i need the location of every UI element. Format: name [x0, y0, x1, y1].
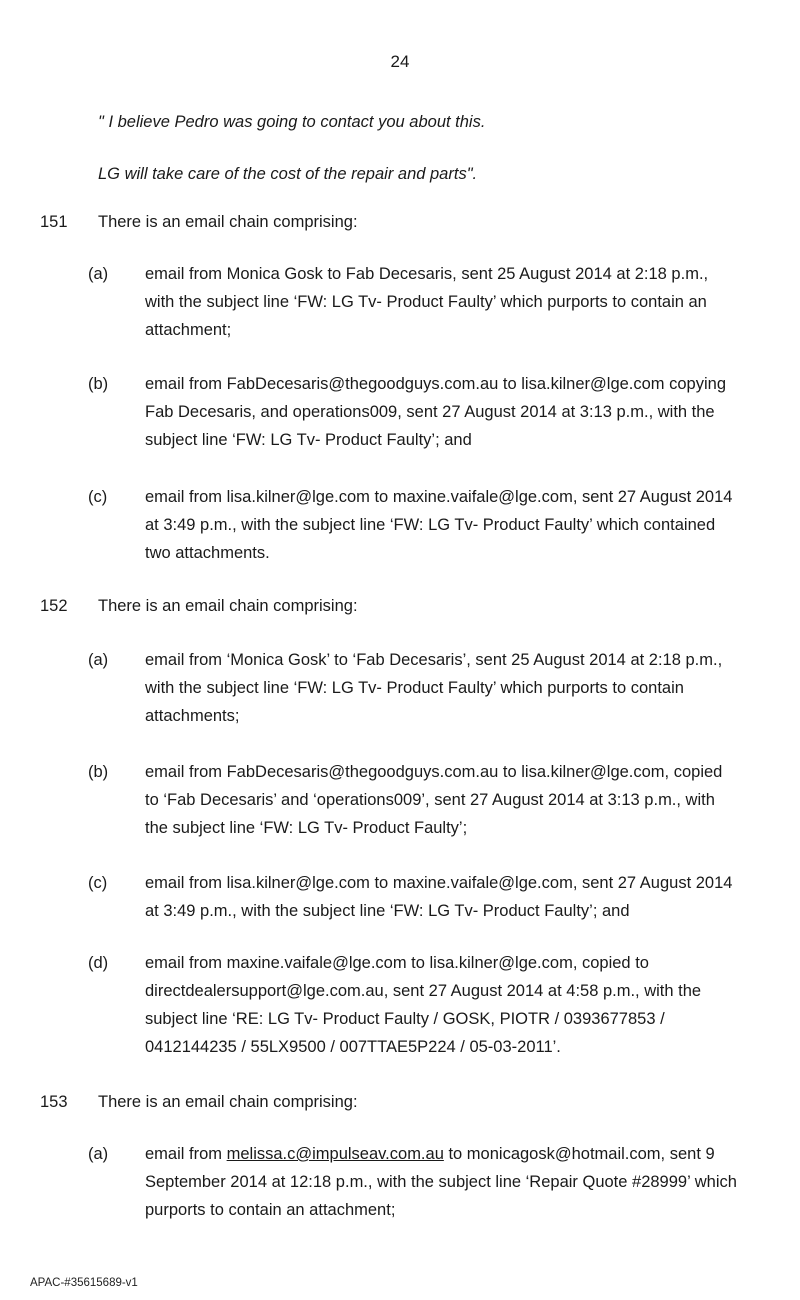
item-line: email from FabDecesaris@thegoodguys.com.au to lisa.kilner@lge.com copying [145, 375, 727, 393]
item-line-prefix: email from [145, 1145, 227, 1163]
item-line: attachment; [145, 321, 232, 339]
item-label: (b) [88, 763, 109, 781]
item-line: with the subject line ‘FW: LG Tv- Product Faulty’ which purports to contain [145, 679, 684, 697]
document-reference-footer: APAC-#35615689-v1 [30, 1277, 138, 1289]
item-line: with the subject line ‘FW: LG Tv- Product Faulty’ which purports to contain an [145, 293, 707, 311]
item-line: 0412144235 / 55LX9500 / 007TTAE5P224 / 05-03-2011’. [145, 1038, 561, 1056]
paragraph-number: 153 [40, 1093, 68, 1111]
item-text [145, 483, 785, 567]
email-link[interactable]: melissa.c@impulseav.com.au [226, 1145, 444, 1163]
item-line: email from ‘Monica Gosk’ to ‘Fab Decesaris’, sent 25 August 2014 at 2:18 p.m., [145, 651, 723, 669]
item-line: email from Monica Gosk to Fab Decesaris, sent 25 August 2014 at 2:18 p.m., [145, 265, 709, 283]
paragraph-number: 152 [40, 597, 68, 615]
item-text [145, 646, 785, 730]
paragraph-text: There is an email chain comprising: [98, 1093, 358, 1111]
item-line [145, 1140, 785, 1168]
item-line: email from maxine.vaifale@lge.com to lisa.kilner@lge.com, copied to [145, 954, 649, 972]
item-text [145, 1140, 785, 1224]
item-label: (c) [88, 874, 108, 892]
item-text [145, 758, 785, 842]
item-line: Fab Decesaris, and operations009, sent 27 August 2014 at 3:13 p.m., with the [145, 403, 715, 421]
item-label: (c) [88, 488, 108, 506]
item-line: to ‘Fab Decesaris’ and ‘operations009’, sent 27 August 2014 at 3:13 p.m., with [145, 791, 715, 809]
item-text [145, 370, 785, 454]
item-text [145, 260, 785, 344]
item-line: subject line ‘FW: LG Tv- Product Faulty’; and [145, 431, 472, 449]
quote-line-2: LG will take care of the cost of the repair and parts". [98, 165, 478, 183]
paragraph-number: 151 [40, 213, 68, 231]
item-line-suffix: to monicagosk@hotmail.com, sent 9 [443, 1145, 715, 1163]
item-label: (a) [88, 651, 109, 669]
item-line: email from FabDecesaris@thegoodguys.com.au to lisa.kilner@lge.com, copied [145, 763, 723, 781]
item-line: email from lisa.kilner@lge.com to maxine.vaifale@lge.com, sent 27 August 2014 [145, 874, 733, 892]
item-label: (a) [88, 265, 109, 283]
item-line: purports to contain an attachment; [145, 1201, 396, 1219]
item-line: directdealersupport@lge.com.au, sent 27 August 2014 at 4:58 p.m., with the [145, 982, 702, 1000]
item-line: at 3:49 p.m., with the subject line ‘FW: LG Tv- Product Faulty’ which contained [145, 516, 716, 534]
item-label: (b) [88, 375, 109, 393]
item-label: (d) [88, 954, 109, 972]
paragraph-text: There is an email chain comprising: [98, 213, 358, 231]
item-line: two attachments. [145, 544, 270, 562]
item-line: email from lisa.kilner@lge.com to maxine.vaifale@lge.com, sent 27 August 2014 [145, 488, 733, 506]
item-label: (a) [88, 1145, 109, 1163]
item-line: the subject line ‘FW: LG Tv- Product Faulty’; [145, 819, 468, 837]
item-line: September 2014 at 12:18 p.m., with the subject line ‘Repair Quote #28999’ which [145, 1173, 737, 1191]
item-line: at 3:49 p.m., with the subject line ‘FW: LG Tv- Product Faulty’; and [145, 902, 630, 920]
quote-line-1: " I believe Pedro was going to contact you about this. [98, 113, 486, 131]
item-text [145, 869, 785, 925]
paragraph-text: There is an email chain comprising: [98, 597, 358, 615]
item-text [145, 949, 785, 1061]
item-line: attachments; [145, 707, 240, 725]
item-line: subject line ‘RE: LG Tv- Product Faulty / GOSK, PIOTR / 0393677853 / [145, 1010, 665, 1028]
page-number: 24 [390, 52, 410, 71]
